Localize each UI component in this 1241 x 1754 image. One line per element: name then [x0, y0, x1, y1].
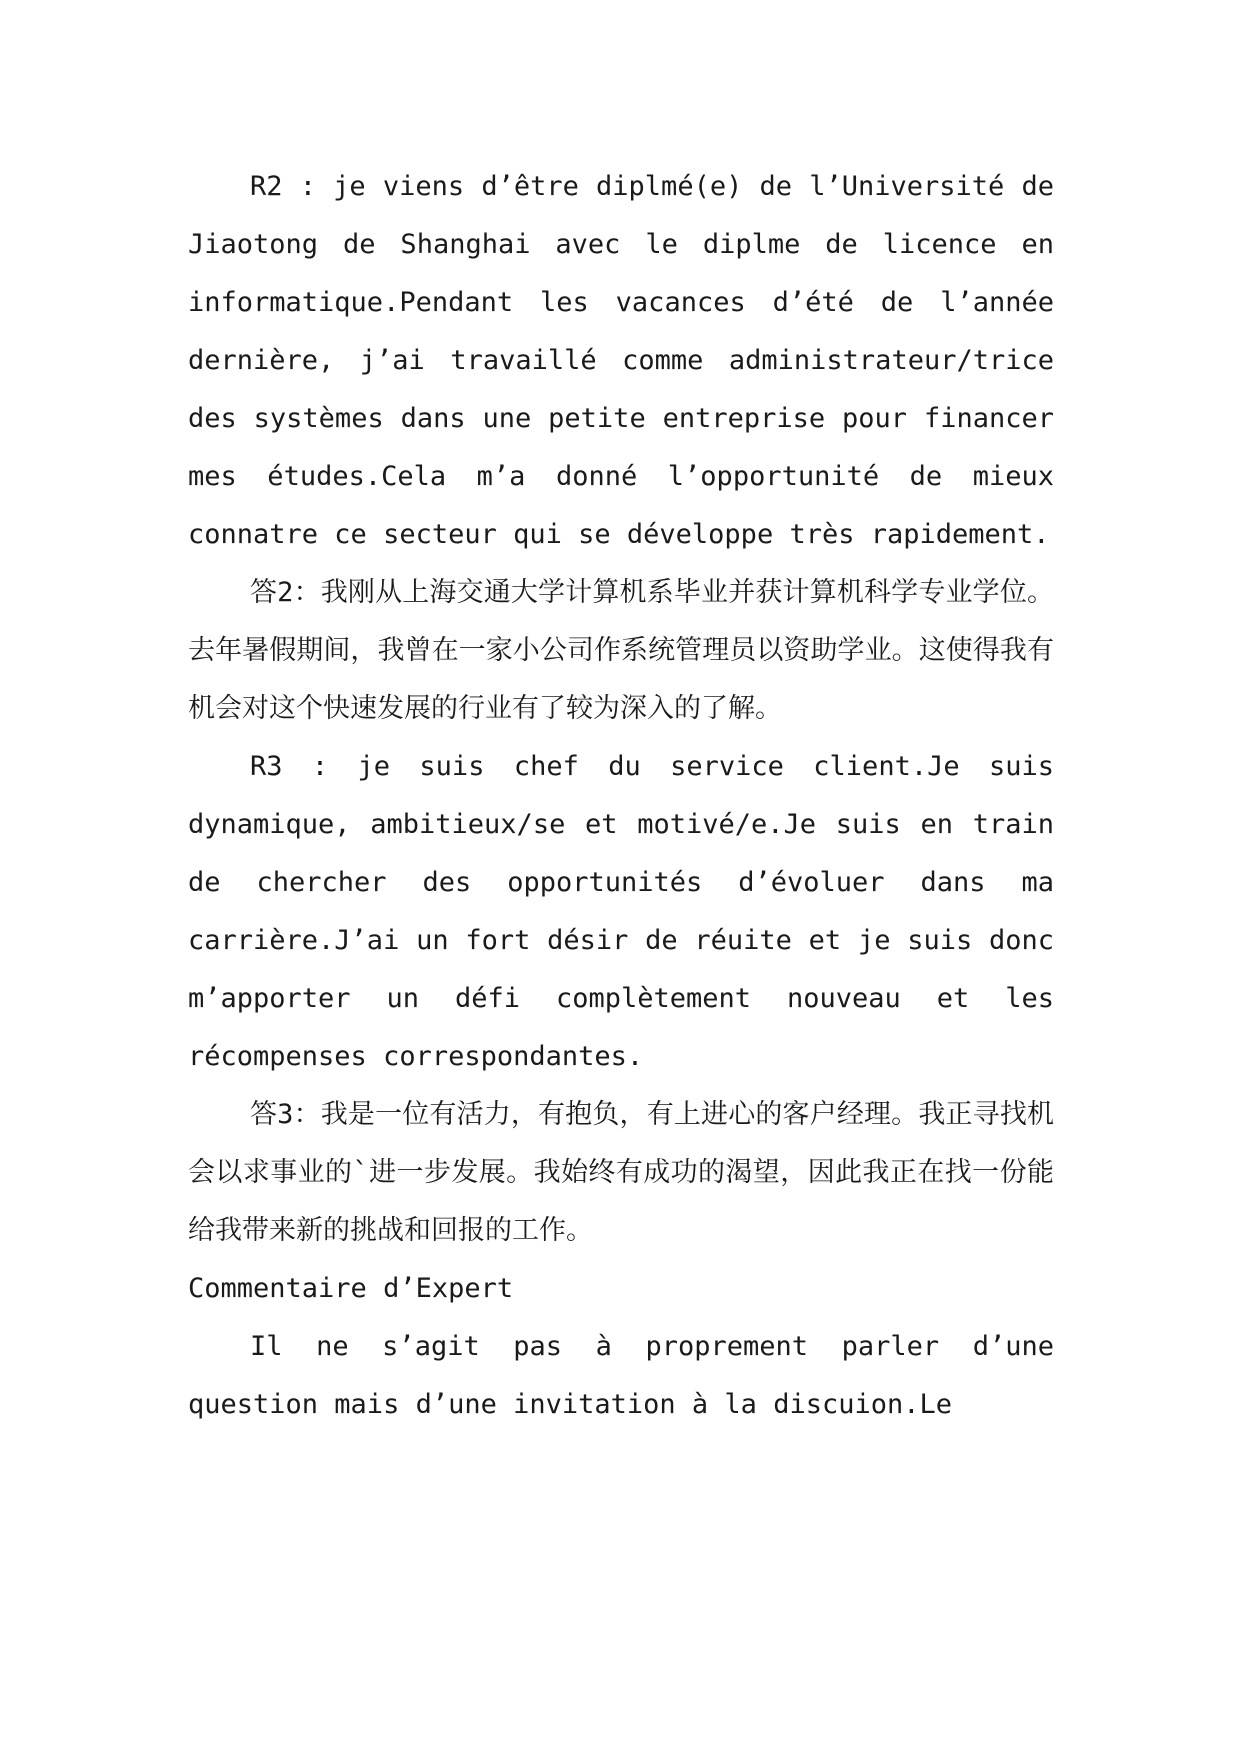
- paragraph-r2-french: R2 : je viens d’être diplmé(e) de l’Université de Jiaotong de Shanghai avec le diplme de licence en informatique.Pendant les vacances d’été de l’année dernière, j’ai travaillé comme administrateur/trice des systèmes dans une petite entreprise pour financer mes études.Cela m’a donné l’opportunité de mieux connatre ce secteur qui se développe très rapidement.: [188, 171, 1054, 550]
- section-heading-expert-commentary: Commentaire d’Expert: [188, 1273, 514, 1304]
- paragraph-r3-french: R3 : je suis chef du service client.Je suis dynamique, ambitieux/se et motivé/e.Je suis en train de chercher des opportunités d’évoluer dans ma carrière.J’ai un fort désir de réuite et je suis donc m’apporter un défi complètement nouveau et les récompenses correspondantes.: [188, 751, 1054, 1072]
- paragraph-answer2-chinese: 答2：我刚从上海交通大学计算机系毕业并获计算机科学专业学位。去年暑假期间，我曾在一家小公司作系统管理员以资助学业。这使得我有机会对这个快速发展的行业有了较为深入的了解。: [188, 577, 1054, 724]
- document-body: [188, 158, 1054, 1434]
- paragraph-expert-commentary: Il ne s’agit pas à proprement parler d’une question mais d’une invitation à la discuion.Le: [188, 1331, 1054, 1420]
- paragraph-answer3-chinese: 答3：我是一位有活力，有抱负，有上进心的客户经理。我正寻找机会以求事业的`进一步发展。我始终有成功的渴望，因此我正在找一份能给我带来新的挑战和回报的工作。: [188, 1099, 1054, 1246]
